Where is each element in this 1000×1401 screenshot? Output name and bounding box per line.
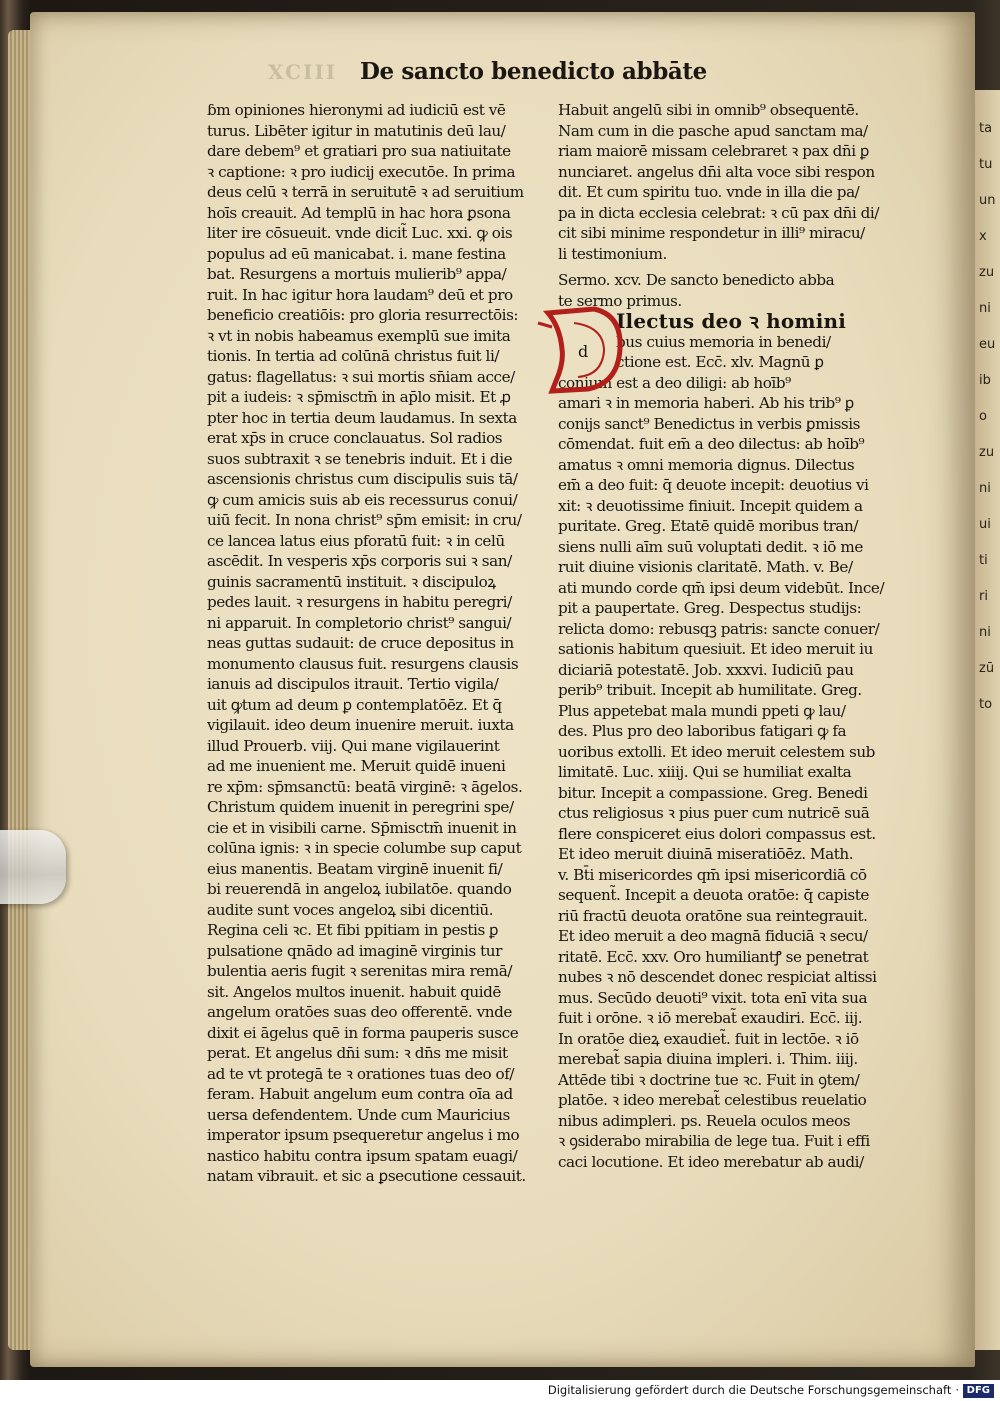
text-line: ruit. In hac igitur hora laudam⁹ deū et pro (207, 285, 513, 304)
text-line: pulsatione qnādo ad imaginē virginis tur (207, 941, 502, 960)
text-line: dit. Et cum spiritu tuo. vnde in illa die pa/ (558, 183, 860, 201)
text-line: natam vibrauit. et sic a ꝑsecutione cessauit. (207, 1167, 526, 1185)
left-text-column (207, 100, 543, 1187)
text-line: turus. Libēter igitur in matutinis deū lau/ (207, 121, 506, 140)
footer-credit: Digitalisierung gefördert durch die Deutsche Forschungsgemeinschaft (547, 1383, 952, 1397)
text-line: siens nulli aīm suū voluptati dedit. ꝛ iō me (558, 537, 863, 556)
text-line: pit a paupertate. Greg. Despectus studijs: (558, 599, 862, 617)
text-line: ꝛ captione: ꝛ pro iudicij executōe. In prima (207, 162, 516, 181)
text-line: beneficio creatiōis: pro gloria resurrectōis: (207, 306, 519, 324)
text-line: nubes ꝛ nō descendet donec respiciat altissi (558, 968, 877, 986)
text-line: erat xp̄s in cruce conclauatus. Sol radios (207, 429, 503, 447)
opening-words: Ilectus deo ꝛ homini (616, 311, 847, 332)
text-line: pedes lauit. ꝛ resurgens in habitu peregri/ (207, 593, 512, 611)
text-line: colūna ignis: ꝛ in specie columbe sup caput (207, 839, 522, 857)
facing-page-fragment: tu (979, 157, 993, 172)
facing-page-fragment: ui (979, 517, 991, 532)
facing-page-fragment: eu (979, 337, 996, 352)
text-line: relicta domo: rebusqꝫ patris: sancte conuer/ (558, 619, 880, 638)
text-line: Plus appetebat mala mundi ppeti ꝙ lau/ (558, 701, 846, 720)
text-line: des. Plus pro deo laboribus fatigari ꝙ fa (558, 722, 847, 740)
text-line: nibus adimpleri. ps. Reuela oculos meos (558, 1111, 851, 1130)
text-line: puritate. Greg. Etatē quidē moribus tran/ (558, 517, 858, 535)
text-line: dixit ei āgelus quē in forma pauperis susce (207, 1023, 519, 1042)
text-line: Regina celi ꝛc. Et fibi ppitiam in pestis ꝑ (207, 921, 499, 939)
text-line: populus ad eū manicabat. i. mane festina (207, 244, 506, 263)
right-column-continuation (558, 100, 890, 264)
initial-guide-letter: d (578, 342, 588, 361)
text-line: vigilauit. ideo deum inuenire meruit. iuxta (207, 716, 514, 734)
facing-page-fragment: ni (979, 625, 991, 640)
text-line: ritatē. Ecc̄. xxv. Oro humiliantꝭ se penetrat (558, 947, 869, 966)
facing-page-sliver (975, 90, 1000, 1350)
text-line: bitur. Incepit a compassione. Greg. Benedi (558, 783, 868, 802)
text-line: bulentia aeris fugit ꝛ serenitas mira remā/ (207, 962, 513, 980)
facing-page-fragment: zū (979, 661, 995, 676)
text-line: ꝛ vt in nobis habeamus exemplū sue imita (207, 326, 511, 345)
text-line: uit ꝙtum ad deum ꝑ contemplatōēz. Et q̄ (207, 695, 502, 714)
text-line: ati mundo corde qm̄ ipsi deum videbūt. Ince/ (558, 578, 885, 597)
text-line: Habuit angelū sibi in omnib⁹ obsequentē. (558, 101, 859, 119)
text-line: guinis sacramentū instituit. ꝛ discipuloꝝ (207, 572, 496, 591)
sermon-heading (558, 270, 890, 311)
text-line: ascensionis christus cum discipulis suis tā/ (207, 470, 518, 488)
text-line: v. Bt̄i misericordes qm̄ ipsi misericordiā cō (558, 865, 867, 884)
facing-page-fragment: zu (979, 265, 995, 280)
text-line: monumento clausus fuit. resurgens clausis (207, 654, 519, 673)
text-line: gatus: flagellatus: ꝛ sui mortis sn̄iam acce/ (207, 367, 515, 386)
text-line: imperator ipsum psequeretur angelus i mo (207, 1126, 520, 1144)
text-line: bat. Resurgens a mortuis mulierib⁹ appa/ (207, 265, 507, 283)
text-line: pa in dicta ecclesia celebrat: ꝛ cū pax dn̄i di/ (558, 203, 879, 222)
text-line: ctione est. Ecc̄. xlv. Magnū ꝑ (616, 353, 824, 371)
text-line: ad me inuenient me. Meruit quidē inueni (207, 757, 506, 775)
text-line: flere conspiceret eius dolori compassus est. (558, 824, 876, 843)
text-line: hoīs creauit. Ad templū in hac hora ꝑsona (207, 203, 511, 222)
text-line: uoribus extolli. Et ideo meruit celestem sub (558, 742, 875, 761)
text-line: nunciaret. angelus dn̄i alta voce sibi respon (558, 162, 875, 181)
text-line: te sermo primus. (558, 291, 682, 310)
facing-page-fragment: ti (979, 553, 988, 568)
text-line: ctus religiosus ꝛ pius puer cum nutricē suā (558, 804, 870, 822)
text-line: suos subtraxit ꝛ se tenebris induit. Et i die (207, 449, 513, 468)
text-line: neas guttas sudauit: de cruce depositus in (207, 634, 514, 652)
text-line: sationis habitum quesiuit. Et ideo meruit iu (558, 640, 873, 658)
facing-page-fragment: ni (979, 301, 991, 316)
text-line: Christum quidem inuenit in peregrini spe/ (207, 798, 514, 816)
text-line: Sermo. xcv. De sancto benedicto abba (558, 271, 835, 289)
text-line: li testimonium. (558, 244, 667, 263)
text-line: uiū fecit. In nona christ⁹ sp̄m emisit: in cru/ (207, 511, 522, 529)
text-line: re xp̄m: sp̄msanctū: beatā virginē: ꝛ āgelos. (207, 777, 523, 796)
text-line: cie et in visibili carne. Sp̄misctm̄ inuenit in (207, 818, 517, 837)
text-line: ꝙ cum amicis suis ab eis recessurus conui/ (207, 490, 518, 509)
text-line: caci locutione. Et ideo merebatur ab audi/ (558, 1152, 864, 1171)
text-line: limitatē. Luc. xiiij. Qui se humiliat exalta (558, 763, 852, 781)
text-line: em̄ a deo fuit: q̄ deuote incepit: deuotius vi (558, 476, 869, 494)
text-line: Nam cum in die pasche apud sanctam ma/ (558, 121, 868, 140)
text-line: amatus ꝛ omni memoria dignus. Dilectus (558, 455, 855, 474)
text-line: fuit i orōne. ꝛ iō merebat̃ exaudiri. Ecc̄. iij. (558, 1009, 863, 1027)
text-line: platōe. ꝛ ideo merebat̃ celestibus reuelatio (558, 1091, 867, 1109)
text-line: perat. Et angelus dn̄i sum: ꝛ dn̄s me misit (207, 1044, 508, 1062)
text-line: ce lancea latus eius pforatū fuit: ꝛ in celū (207, 531, 505, 550)
text-line: ianuis ad discipulos itrauit. Tertio vigila/ (207, 675, 499, 693)
text-line: deus celū ꝛ terrā in seruitutē ꝛ ad seruitium (207, 183, 524, 201)
text-line: illud Prouerb. viij. Qui mane vigilauerint (207, 736, 500, 755)
sermon-body (558, 332, 890, 1173)
facing-page-fragment: ta (979, 121, 993, 136)
text-line: perib⁹ tribuit. Incepit ab humilitate. Greg. (558, 681, 862, 699)
text-line: conium est a deo diligi: ab hoīb⁹ (558, 373, 791, 392)
text-line: eius manentis. Beatam virginē inuenit fi/ (207, 859, 503, 878)
text-line: angelum oratōes suas deo offerentē. vnde (207, 1003, 512, 1021)
text-line: riū fractū deuota oratōne sua reintegrauit. (558, 906, 868, 925)
facing-page-fragment: ni (979, 481, 991, 496)
facing-page-fragment: to (979, 697, 993, 712)
text-line: mus. Secūdo deuoti⁹ vixit. tota enī vita sua (558, 988, 868, 1007)
text-line: liter ire cōsueuit. vnde dicit̃ Luc. xxi. ꝙ ois (207, 224, 513, 242)
text-line: pit a iudeis: ꝛ sp̄misctm̄ in ap̄lo misit. Et ꝓ (207, 388, 511, 406)
text-line: Et ideo meruit a deo magnā fiduciā ꝛ secu/ (558, 927, 868, 945)
facing-page-fragment: un (979, 193, 996, 208)
text-line: uersa defendentem. Unde cum Mauricius (207, 1105, 510, 1124)
running-head: De sancto benedicto abbāte (360, 58, 707, 85)
text-line: audite sunt voces angeloꝝ sibi dicentiū. (207, 900, 494, 919)
text-line: sequent̃. Incepit a deuota oratōe: q̄ capiste (558, 886, 869, 904)
book-clamp (0, 830, 66, 904)
text-line: cit sibi minime respondetur in illi⁹ miracu/ (558, 224, 865, 242)
text-line: bi reuerendā in angeloꝝ iubilatōe. quando (207, 880, 512, 898)
text-line: merebat̃ sapia diuina impleri. i. Thim. iiij. (558, 1050, 858, 1068)
text-line: ni apparuit. In completorio christ⁹ sangui/ (207, 613, 512, 632)
text-line: amari ꝛ in memoria haberi. Ab his trib⁹ ꝑ (558, 394, 854, 412)
text-line: conijs sanct⁹ Benedictus in verbis ꝑmissis (558, 414, 861, 433)
text-line: ꝛ ꝯsiderabo mirabilia de lege tua. Fuit i effi (558, 1132, 870, 1150)
text-line: cōmendat. fuit em̄ a deo dilectus: ab hoīb⁹ (558, 435, 865, 453)
text-line: tionis. In tertia ad colūnā christus fuit li/ (207, 347, 500, 365)
text-line: ad te vt protegā te ꝛ orationes tuas deo of/ (207, 1064, 515, 1083)
digitization-footer: Digitalisierung gefördert durch die Deutsche Forschungsgemeinschaft · DFG (0, 1380, 1000, 1401)
text-line: Et ideo meruit diuinā miseratiōēz. Math. (558, 845, 854, 863)
right-text-column (558, 100, 890, 1172)
text-line: ɓm opiniones hieronymi ad iudiciū est vē (207, 101, 506, 119)
text-line: ruit diuine visionis claritatē. Math. v. Be/ (558, 558, 853, 576)
text-line: nastico habitu contra ipsum spatam euagi/ (207, 1146, 518, 1165)
text-line: riam maiorē missam celebraret ꝛ pax dn̄i ꝑ (558, 142, 869, 160)
facing-page-fragment: zu (979, 445, 995, 460)
text-line: xit: ꝛ deuotissime finiuit. Incepit quidem a (558, 496, 863, 515)
text-line: Attēde tibi ꝛ doctrine tue ꝛc. Fuit in ꝯtem/ (558, 1070, 860, 1089)
text-line: ascēdit. In vesperis xp̄s corporis sui ꝛ san/ (207, 552, 512, 570)
text-line: diciariā potestatē. Job. xxxvi. Iudiciū pau (558, 660, 854, 679)
text-line: pter hoc in tertia deum laudamus. In sexta (207, 408, 517, 427)
facing-page-fragment: ib (979, 373, 991, 388)
facing-page-fragment: ri (979, 589, 988, 604)
text-line: bus cuius memoria in benedi/ (616, 332, 831, 351)
facing-page-fragment: x (979, 229, 987, 244)
text-line: In oratōe dieꝝ exaudiet̃. fuit in lectōe. ꝛ iō (558, 1029, 859, 1048)
text-line: dare debem⁹ et gratiari pro sua natiuitate (207, 142, 511, 160)
facing-page-fragment: o (979, 409, 987, 424)
show-through-text: XCIII (268, 60, 338, 84)
dfg-logo: DFG (963, 1384, 994, 1398)
text-line: feram. Habuit angelum eum contra oīa ad (207, 1085, 513, 1103)
text-line: sit. Angelos multos inuenit. habuit quidē (207, 982, 501, 1001)
